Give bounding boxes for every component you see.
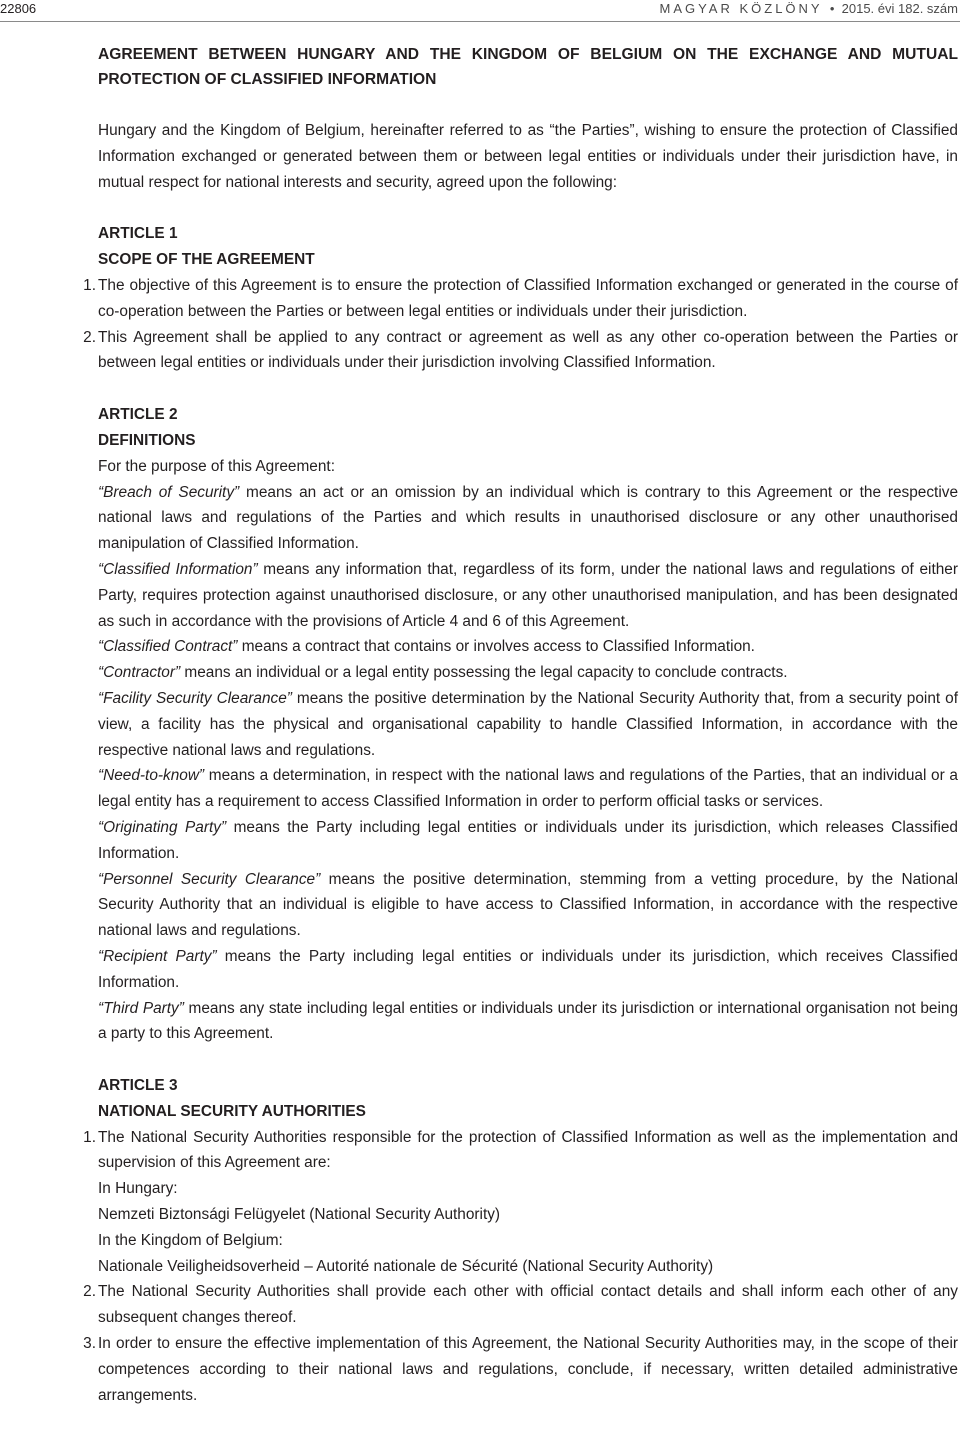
issue-number: 2015. évi 182. szám <box>841 1 958 16</box>
item-text: The objective of this Agreement is to ensure the protection of Classified Information exchanged or generated in the course of co-operation between the Parties or between legal entities or individuals under their jurisdiction. <box>98 276 958 320</box>
definition-text: means any information that, regardless of its form, under the national laws and regulations of either Party, requires protection against unauthorised disclosure, or any other unauthorised manipulation, and has been designated as such in accordance with the provisions of Article 4 and 6 of this Agreement. <box>98 560 958 630</box>
definition-term: “Need-to-know” <box>98 767 205 785</box>
definition-need-to-know <box>98 763 958 815</box>
definition-third-party <box>98 996 958 1048</box>
item-text: The National Security Authorities shall provide each other with official contact details and shall inform each other of any subsequent changes thereof. <box>98 1283 958 1327</box>
page-number: 22806 <box>0 1 37 16</box>
item-text: This Agreement shall be applied to any contract or agreement as well as any other co-operation between the Parties or between legal entities or individuals under their jurisdiction involving Classified Information. <box>98 328 958 372</box>
article-1-heading: SCOPE OF THE AGREEMENT <box>98 251 315 269</box>
article-1-label: ARTICLE 1 <box>98 225 178 243</box>
definition-recipient-party <box>98 944 958 996</box>
definition-originating-party <box>98 815 958 867</box>
item-number: 1. <box>83 1128 96 1146</box>
definition-term: “Originating Party” <box>98 818 227 836</box>
definition-text: means any state including legal entities or individuals under its jurisdiction or international organisation not being a party to this Agreement. <box>98 999 959 1043</box>
definition-classified-information <box>98 557 958 634</box>
definition-text: means the Party including legal entities or individuals under its jurisdiction, which releases Classified Information. <box>98 818 958 862</box>
article-3-label: ARTICLE 3 <box>98 1077 178 1095</box>
definition-personnel-security-clearance <box>98 867 958 944</box>
definitions-intro: For the purpose of this Agreement: <box>98 457 335 475</box>
authority-country-hungary: In Hungary: <box>98 1180 178 1198</box>
definition-term: “Personnel Security Clearance” <box>98 870 321 888</box>
header-separator: • <box>829 1 835 16</box>
definition-text: means an individual or a legal entity possessing the legal capacity to conclude contracts. <box>180 664 788 682</box>
definition-contractor <box>98 660 958 686</box>
authority-name-belgium: Nationale Veiligheidsoverheid – Autorité nationale de Sécurité (National Security Authority) <box>98 1257 714 1275</box>
definition-text: means the positive determination by the National Security Authority that, from a security point of view, a facility has the physical and organisational capability to handle Classified Information, in accordance with the respective national laws and regulations. <box>98 689 959 759</box>
definition-facility-security-clearance <box>98 686 958 763</box>
header-rule <box>0 21 960 22</box>
definition-text: means a contract that contains or involves access to Classified Information. <box>237 638 755 656</box>
item-number: 2. <box>83 328 96 346</box>
item-number: 3. <box>83 1335 96 1353</box>
definition-text: means a determination, in respect with the national laws and regulations of the Parties, that an individual or a legal entity has a requirement to access Classified Information in order to perform official tasks or services. <box>98 767 958 811</box>
article-1-item-2 <box>83 325 958 377</box>
definition-text: means the Party including legal entities or individuals under its jurisdiction, which receives Classified Information. <box>98 947 958 991</box>
definition-term: “Classified Contract” <box>98 638 238 656</box>
definition-term: “Breach of Security” <box>98 483 240 501</box>
article-3-item-1 <box>83 1125 958 1177</box>
journal-name: MAGYAR KÖZLÖNY <box>659 1 823 16</box>
agreement-title: AGREEMENT BETWEEN HUNGARY AND THE KINGDOM OF BELGIUM ON THE EXCHANGE AND MUTUAL PROTECTION OF CLASSIFIED INFORMATION <box>98 46 958 88</box>
preamble: Hungary and the Kingdom of Belgium, hereinafter referred to as “the Parties”, wishing to ensure the protection of Classified Information exchanged or generated between them or between legal entities or individuals under their jurisdiction have, in mutual respect for national interests and security, agreed upon the following: <box>98 122 958 191</box>
article-2-label: ARTICLE 2 <box>98 406 178 424</box>
document-body <box>83 42 959 1408</box>
article-3-item-3 <box>83 1331 958 1408</box>
item-number: 2. <box>83 1283 96 1301</box>
article-3-item-2 <box>83 1279 958 1331</box>
item-text: In order to ensure the effective implementation of this Agreement, the National Security Authorities may, in the scope of their competences according to their national laws and regulations, conclude, if necessary, written detailed administrative arrangements. <box>98 1335 958 1404</box>
article-1-item-1 <box>83 273 958 325</box>
definition-term: “Facility Security Clearance” <box>98 689 292 707</box>
definition-term: “Contractor” <box>98 664 181 682</box>
authority-country-belgium: In the Kingdom of Belgium: <box>98 1231 283 1249</box>
authority-name-hungary: Nemzeti Biztonsági Felügyelet (National Security Authority) <box>98 1206 501 1224</box>
definition-term: “Third Party” <box>98 999 184 1017</box>
item-text: The National Security Authorities responsible for the protection of Classified Information as well as the implementation and supervision of this Agreement are: <box>98 1128 958 1172</box>
article-2-heading: DEFINITIONS <box>98 431 196 449</box>
definition-classified-contract <box>98 634 958 660</box>
definition-term: “Classified Information” <box>98 560 258 578</box>
definition-breach-of-security <box>98 480 958 557</box>
page-header <box>0 0 960 22</box>
item-number: 1. <box>83 276 96 294</box>
definition-text: means the positive determination, stemming from a vetting procedure, by the National Security Authority that an individual is eligible to have access to Classified Information, in accordance with the respective national laws and regulations. <box>98 870 958 940</box>
definition-text: means an act or an omission by an individual which is contrary to this Agreement or the respective national laws and regulations of the Parties and which results in unauthorised disclosure or any other unauthorised manipulation of Classified Information. <box>98 483 958 553</box>
journal-info <box>659 1 958 16</box>
definition-term: “Recipient Party” <box>98 947 217 965</box>
article-3-heading: NATIONAL SECURITY AUTHORITIES <box>98 1102 366 1120</box>
